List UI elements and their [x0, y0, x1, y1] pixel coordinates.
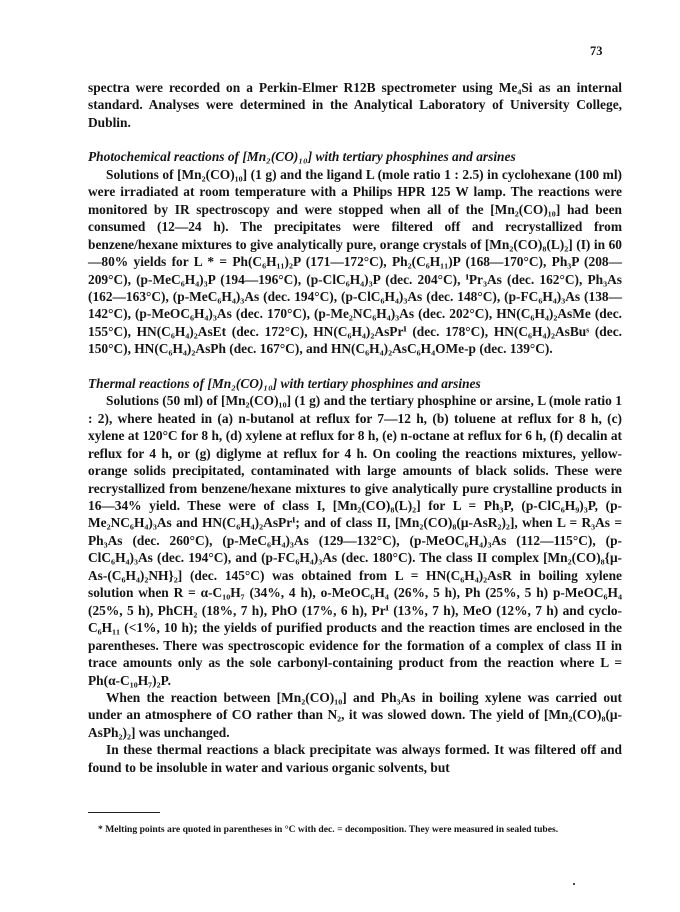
- photochemical-paragraph: Solutions of [Mn₂(CO)₁₀] (1 g) and the ligand L (mole ratio 1 : 2.5) in cyclohexane (100 ml) were irradiated at room temperature with a Philips HPR 125 W lamp. The reactions were monitored by IR spectroscopy and were stopped when all of the [Mn₂(CO)₁₀] had been consumed (12—24 h). The precipitates were filtered off and recrystallized from benzene/hexane mixtures to give analytically pure, orange crystals of [Mn₂(CO)₈(L)₂] (I) in 60—80% yields for L * = Ph(C₆H₁₁)₂P (171—172°C), Ph₂(C₆H₁₁)P (168—170°C), Ph₃P (208—209°C), (p-MeC₆H₄)₃P (194—196°C), (p-ClC₆H₄)₃P (dec. 204°C), ⁱPr₃As (dec. 162°C), Ph₃As (162—163°C), (p-MeC₆H₄)₃As (dec. 194°C), (p-ClC₆H₄)₃As (dec. 148°C), (p-FC₆H₄)₃As (138—142°C), (p-MeOC₆H₄)₃As (dec. 170°C), (p-Me₂NC₆H₄)₃As (dec. 202°C), HN(C₆H₄)₂AsMe (dec. 155°C), HN(C₆H₄)₂AsEt (dec. 172°C), HN(C₆H₄)₂AsPrⁱ (dec. 178°C), HN(C₆H₄)₂AsBuˢ (dec. 150°C), HN(C₆H₄)₂AsPh (dec. 167°C), and HN(C₆H₄)₂AsC₆H₄OMe-p (dec. 139°C).: [88, 166, 622, 357]
- section-heading-thermal: Thermal reactions of [Mn₂(CO)₁₀] with tertiary phosphines and arsines: [88, 375, 481, 391]
- section-heading-photochemical: Photochemical reactions of [Mn₂(CO)₁₀] with tertiary phosphines and arsines: [88, 149, 516, 165]
- black-precipitate-paragraph: In these thermal reactions a black precipitate was always formed. It was filtered off and found to be insoluble in water and various organic solvents, but: [88, 742, 622, 775]
- intro-paragraph: spectra were recorded on a Perkin-Elmer R12B spectrometer using Me₄Si as an internal standard. Analyses were determined in the Analytical Laboratory of University College, Dublin.: [88, 80, 622, 130]
- footnote: * Melting points are quoted in parentheses in °C with dec. = decomposition. They were measured in sealed tubes.: [98, 824, 559, 835]
- body-text: [88, 79, 622, 776]
- page-number: 73: [590, 44, 603, 58]
- co-atmosphere-paragraph: When the reaction between [Mn₂(CO)₁₀] and Ph₃As in boiling xylene was carried out under an atmosphere of CO rather than N₂, it was slowed down. The yield of [Mn₂(CO)₈(μ-AsPh₂)₂] was unchanged.: [88, 689, 622, 740]
- thermal-paragraph: Solutions (50 ml) of [Mn₂(CO)₁₀] (1 g) and the tertiary phosphine or arsine, L (mole ratio 1 : 2), where heated in (a) n-butanol at reflux for 7—12 h, (b) toluene at reflux for 8 h, (c) xylene at 120°C for 8 h, (d) xylene at reflux for 8 h, (e) n-octane at reflux for 6 h, (f) decalin at reflux for 4 h, or (g) diglyme at reflux for 4 h. On cooling the reactions mixtures, yellow-orange solids precipitated, contaminated with large amounts of black solids. These were recrystallized from benzene/hexane mixtures to give analytically pure crystalline products in 16—34% yield. These were of class I, [Mn₂(CO)₈(L)₂] for L = Ph₃P, (p-ClC₆H₉)₃P, (p-Me₂NC₆H₄)₃As and HN(C₆H₄)₂AsPrⁱ; and of class II, [Mn₂(CO)₈(μ-AsR₂)₂], when L = R₃As = Ph₃As (dec. 260°C), (p-MeC₆H₄)₃As (129—132°C), (p-MeOC₆H₄)₃As (112—115°C), (p-ClC₆H₄)₃As (dec. 194°C), and (p-FC₆H₄)₃As (dec. 180°C). The class II complex [Mn₂(CO)₈{μ-As-(C₆H₄)₂NH}₂] (dec. 145°C) was obtained from L = HN(C₆H₄)₂AsR in boiling xylene solution when R = α-C₁₀H₇ (34%, 4 h), o-MeOC₆H₄ (26%, 5 h), Ph (25%, 5 h) p-MeOC₆H₄ (25%, 5 h), PhCH₂ (18%, 7 h), PhO (17%, 6 h), Prⁱ (13%, 7 h), MeO (12%, 7 h) and cyclo-C₆H₁₁ (<1%, 10 h); the yields of purified products and the reaction times are enclosed in the parentheses. There was spectroscopic evidence for the formation of a complex of class II in trace amounts only as the sole carbonyl-containing product from the reaction where L = Ph(α-C₁₀H₇)₂P.: [88, 393, 622, 688]
- footnote-rule: [88, 812, 160, 813]
- scan-speck: [573, 883, 575, 885]
